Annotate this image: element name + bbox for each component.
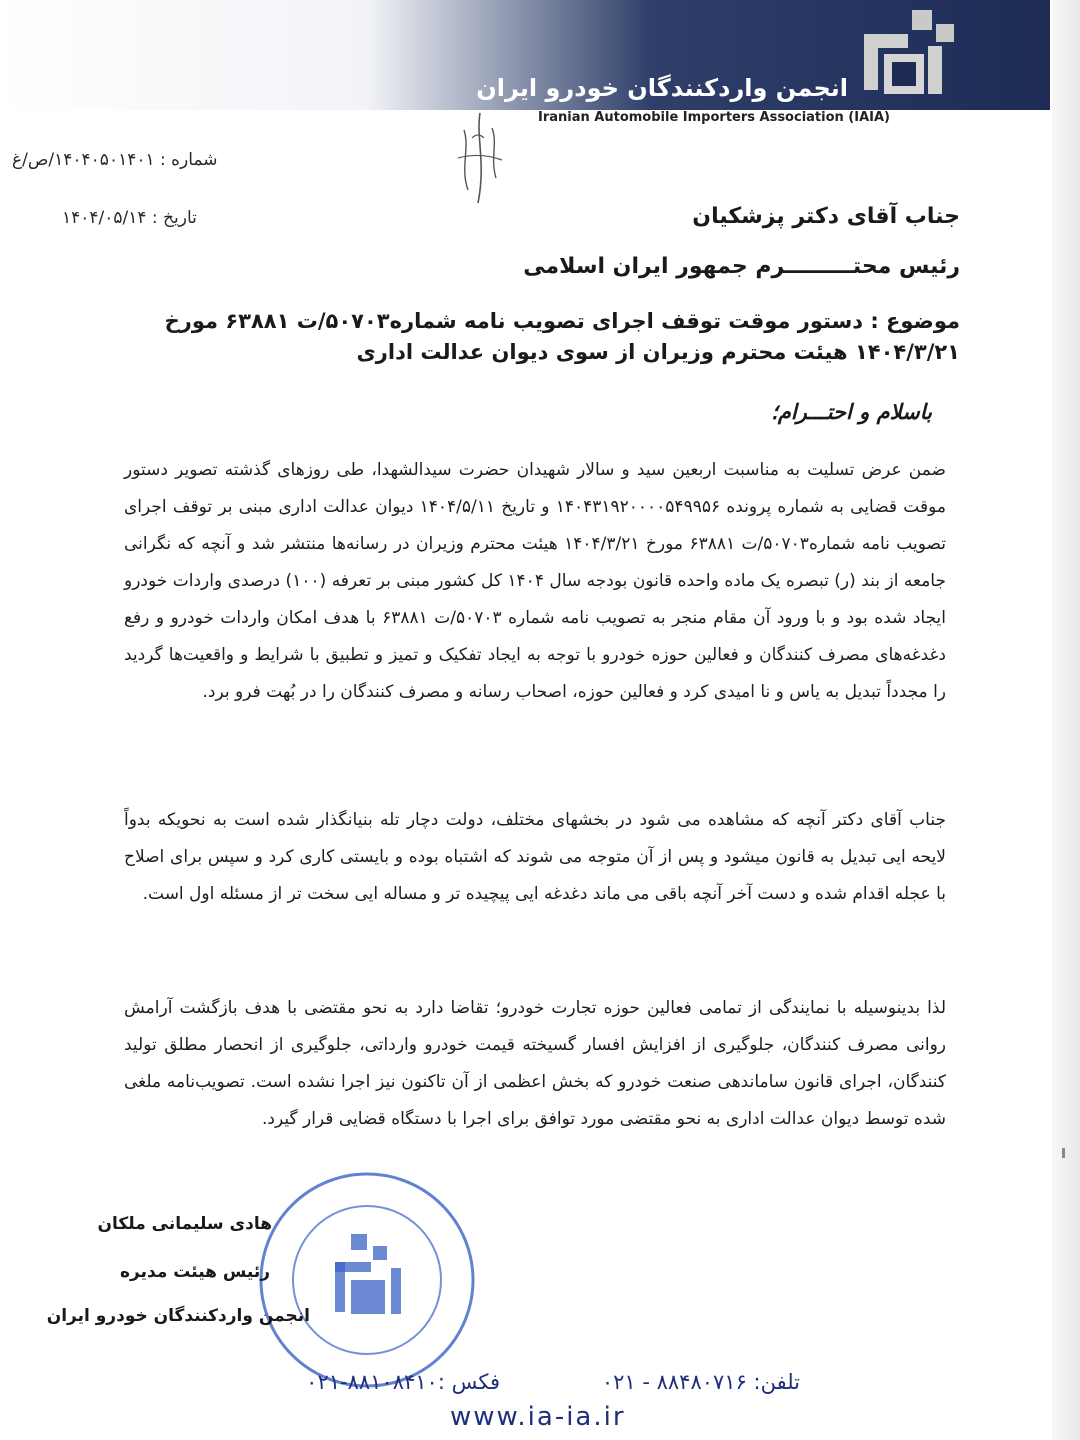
margin-mark [1062,1148,1065,1158]
subject-line: موضوع : دستور موقت توقف اجرای تصویب نامه شماره۵۰۷۰۳/ت ۶۳۸۸۱ مورخ ۱۴۰۴/۳/۲۱ هیئت محترم وزیران از سوی دیوان عدالت اداری [164,309,960,364]
body-paragraph-2: جناب آقای دکتر آنچه که مشاهده می شود در بخشهای مختلف، دولت دچار تله بنیانگذار شده است به نحویکه بدواً لایحه ایی تبدیل به قانون میشود و پس از آن متوجه می شوند که اشتباه بوده و بایستی کاری کرد و سپس برای اصلاح با عجله اقدام شده و دست آخر آنچه باقی می ماند دغدغه ایی پیچیده تر و مساله ایی سخت تر از مسئله اول است. [124,810,946,904]
official-stamp [255,1168,480,1393]
footer-website[interactable]: www.ia-ia.ir [450,1402,626,1432]
scan-edge [1052,0,1080,1440]
greeting: باسلام و احتـــرام؛ [771,400,932,424]
addressee-name: جناب آقای دکتر پزشکیان [692,204,960,229]
signatory-name: هادی سلیمانی ملکان [97,1214,272,1234]
addressee-title: رئیس محتـــــــــرم جمهور ایران اسلامی [523,254,960,279]
handwritten-basmeh-note [450,108,510,208]
body-paragraph-3: لذا بدینوسیله با نمایندگی از تمامی فعالین حوزه تجارت خودرو؛ تقاضا دارد به نحو مقتضی با هدف بازگشت آرامش روانی مصرف کنندگان، جلوگیری از افزایش افسار گسیخته قیمت خودرو وارداتی، جلوگیری از انحصار مطلق تولید کنندگان، اجرای قانون ساماندهی صنعت خودرو که بخش اعظمی از آن تاکنون نیز اجرا نشده است. تصویب‌نامه ملغی شده توسط دیوان عدالت اداری به نحو مقتضی مورد توافق برای اجرا با دستگاه قضایی قرار گیرد. [124,998,946,1129]
footer-fax: فکس :۸۸۱۰۸۴۱۰-۰۲۱ [306,1370,500,1394]
signatory-title: رئیس هیئت مدیره [120,1262,270,1282]
iaia-logo-icon [862,10,958,96]
footer-phone: تلفن: ۸۸۴۸۰۷۱۶ - ۰۲۱ [601,1370,800,1394]
org-name-fa: انجمن واردکنندگان خودرو ایران [476,74,848,102]
letter-date: تاریخ : ۱۴۰۴/۰۵/۱۴ [62,208,197,228]
letter-number: شماره : ۱۴۰۴۰۵۰۱۴۰۱/ص/غ [12,150,218,170]
signatory-org: انجمن واردکنندگان خودرو ایران [46,1306,310,1326]
body-paragraph-1: ضمن عرض تسلیت به مناسبت اربعین سید و سالار شهیدان حضرت سیدالشهدا، طی روزهای گذشته تصویر دستور موقت قضایی به شماره پرونده ۱۴۰۴۳۱۹۲۰۰۰۰۵۴۹۹۵۶ و تاریخ ۱۴۰۴/۵/۱۱ دیوان عدالت اداری مبنی بر توقف اجرای تصویب نامه شماره۵۰۷۰۳/ت ۶۳۸۸۱ مورخ ۱۴۰۴/۳/۲۱ هیئت محترم وزیران در رسانه‌ها منتشر شد و آنچه که نگرانی جامعه از بند (ر) تبصره یک ماده واحده قانون بودجه سال ۱۴۰۴ کل کشور مبنی بر تعرفه (۱۰۰) درصدی واردات خودرو ایجاد شده بود و با ورود آن مقام منجر به تصویب نامه شماره ۵۰۷۰۳/ت ۶۳۸۸۱ با هدف امکان واردات خودرو و رفع دغدغه‌های مصرف کنندگان و فعالین حوزه خودرو با توجه به ایجاد تفکیک و تمیز و تطبیق با شرایط و واقعیت‌ها گردید را مجدداً تبدیل به یاس و نا امیدی کرد و فعالین حوزه، اصحاب رسانه و مصرف کنندگان را در بُهت فرو برد. [124,460,947,702]
org-name-en: Iranian Automobile Importers Association (IAIA) [538,110,890,125]
